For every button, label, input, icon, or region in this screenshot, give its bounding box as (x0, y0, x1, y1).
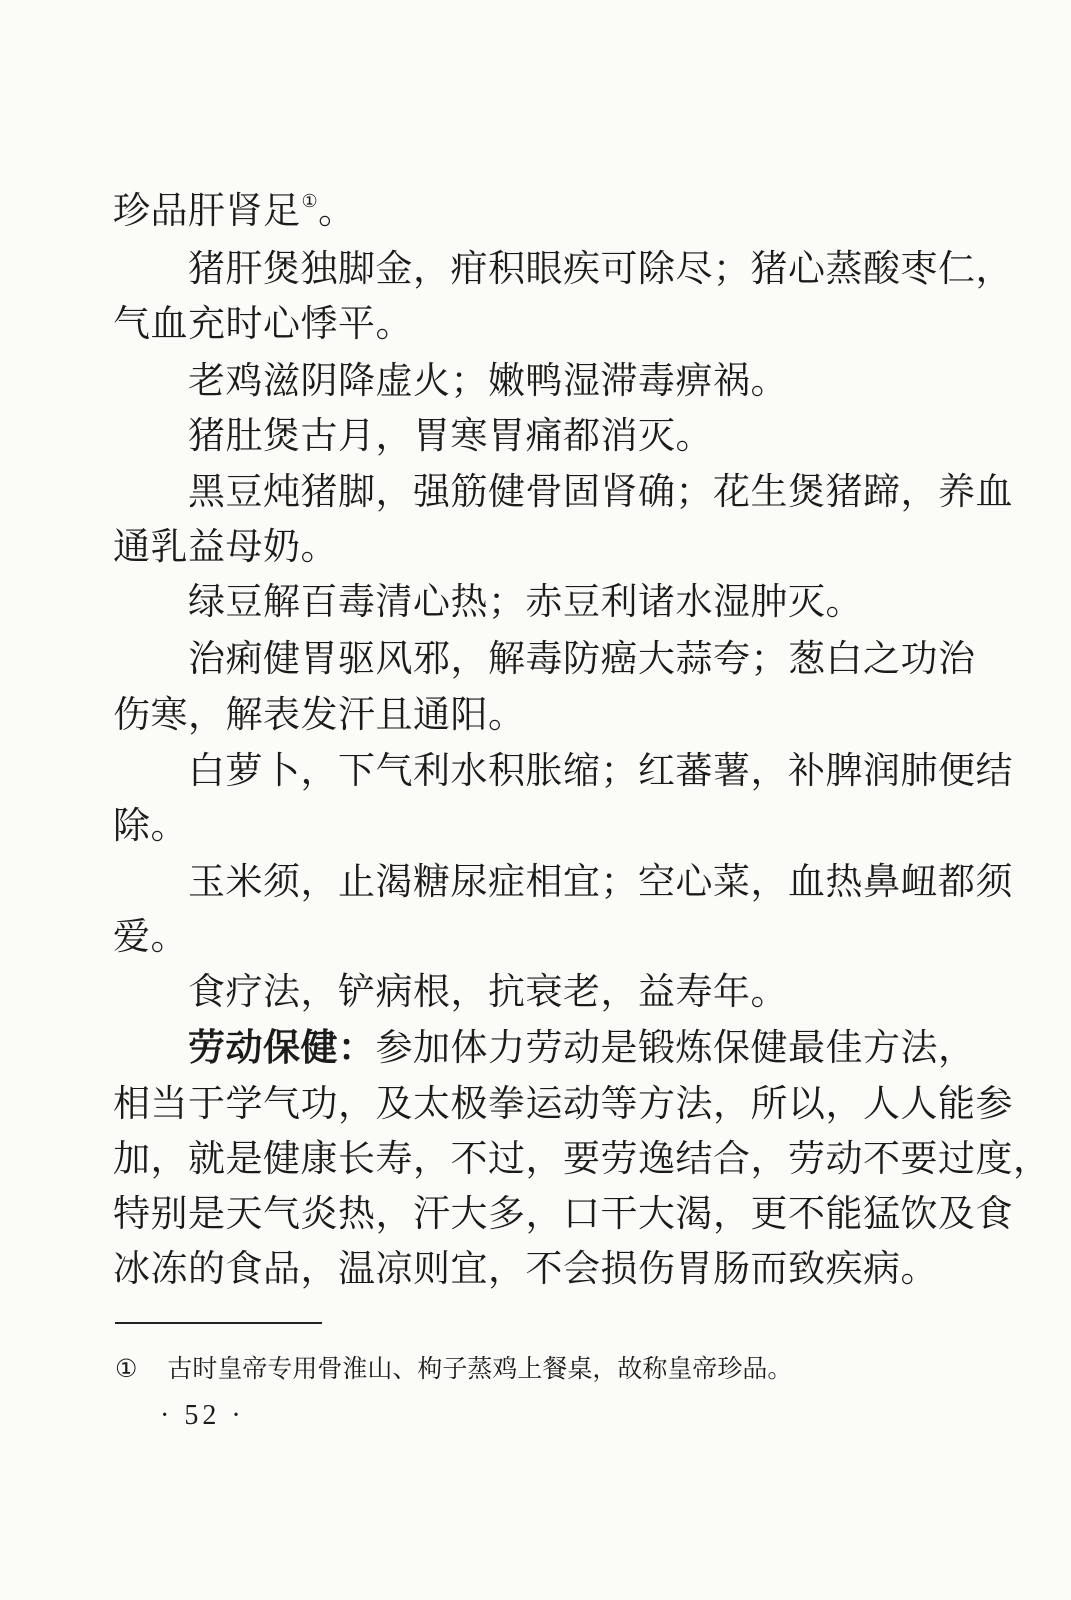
text-line-20: 冰冻的食品，温凉则宜，不会损伤胃肠而致疾病。 (113, 1247, 938, 1290)
section-heading: 劳动保健： (188, 1025, 376, 1069)
page-number: · 52 · (160, 1400, 245, 1431)
text-line-7: 通乳益母奶。 (113, 525, 338, 568)
line-text: 参加体力劳动是锻炼保健最佳方法， (375, 1026, 976, 1069)
text-line-9: 治痢健胃驱风邪，解毒防癌大蒜夸；葱白之功治 (188, 637, 976, 680)
text-line-18: 加，就是健康长寿，不过，要劳逸结合，劳动不要过度， (113, 1137, 1051, 1180)
text-line-12: 除。 (113, 804, 188, 847)
footnote-rule (115, 1322, 322, 1324)
footnote (115, 1356, 792, 1381)
text-line-5: 猪肚煲古月，胃寒胃痛都消灭。 (188, 414, 713, 457)
text-line-13: 玉米须，止渴糖尿症相宜；空心菜，血热鼻衄都须 (188, 860, 1013, 903)
text-line-4: 老鸡滋阴降虚火；嫩鸭湿滞毒痹祸。 (188, 359, 788, 402)
text-line-16 (188, 1025, 976, 1069)
text-line-3: 气血充时心悸平。 (113, 302, 413, 345)
text-line-11: 白萝卜，下气利水积胀缩；红蕃薯，补脾润肺便结 (188, 749, 1013, 792)
footnote-mark: ① (115, 1354, 138, 1383)
text-line-1 (113, 189, 356, 232)
text-line-15: 食疗法，铲病根，抗衰老，益寿年。 (188, 970, 788, 1013)
footnote-reference: ① (301, 191, 319, 212)
text-line-2: 猪肝煲独脚金，疳积眼疾可除尽；猪心蒸酸枣仁， (188, 247, 1013, 290)
line-tail: 。 (318, 189, 356, 232)
text-line-17: 相当于学气功，及太极拳运动等方法，所以，人人能参 (113, 1082, 1013, 1125)
line-text: 珍品肝肾足 (113, 189, 301, 232)
text-line-6: 黑豆炖猪脚，强筋健骨固肾确；花生煲猪蹄，养血 (188, 470, 1013, 513)
text-line-8: 绿豆解百毒清心热；赤豆利诸水湿肿灭。 (188, 580, 863, 623)
text-line-10: 伤寒，解表发汗且通阳。 (113, 693, 526, 736)
text-line-19: 特别是天气炎热，汗大多，口干大渴，更不能猛饮及食 (113, 1192, 1013, 1235)
footnote-text: 古时皇帝专用骨淮山、枸子蒸鸡上餐桌，故称皇帝珍品。 (167, 1354, 793, 1383)
text-line-14: 爱。 (113, 915, 188, 958)
